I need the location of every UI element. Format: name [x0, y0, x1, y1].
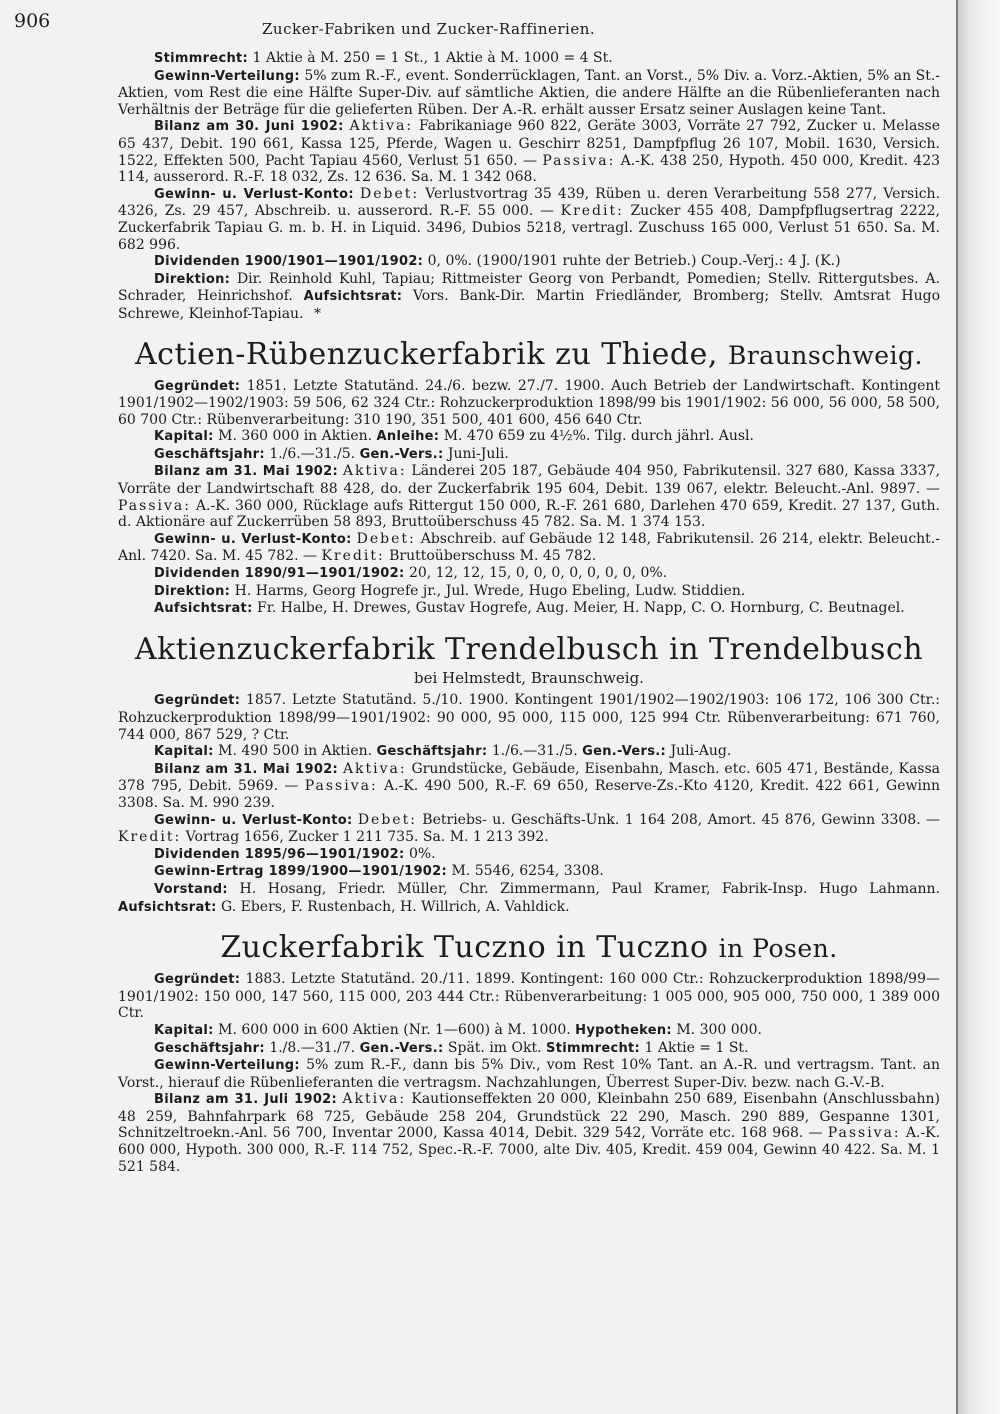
bilanz-passiva-text: A.-K. 360 000, Rücklage aufs Rittergut 150 000, R.-F. 261 680, Darlehen 470 659, Kredit. 27 137, Guth. d. Aktionäre auf Zuckerrüben 58 893, Bruttoüberschuss 45 782. Sa. M. 1 374 153.	[118, 497, 941, 531]
passiva-label: Passiva:	[827, 1125, 901, 1142]
direktion-label: Direktion:	[154, 271, 231, 287]
gegruendet-text: 1857. Letzte Statutänd. 5./10. 1900. Kontingent 1901/1902—1902/1903: 106 172, 106 300 Ctr.: Rohzuckerproduktion 1898/99—1901/1902: 90 000, 95 000, 115 000, 125 994 Ctr. Rübenverarbeitung: 671 760, 744 000, 867 529, ? Ctr.	[118, 692, 940, 743]
gewinn-ertrag-text: M. 5546, 6254, 3308.	[451, 863, 604, 880]
gegruendet-paragraph	[118, 971, 940, 1022]
company-subtitle: bei Helmstedt, Braunschweig.	[414, 668, 644, 687]
gewinn-verteilung-paragraph	[118, 1057, 940, 1091]
vorstand-label: Vorstand:	[154, 881, 228, 897]
debet-label: Debet:	[356, 530, 416, 547]
genvers-text: Juni-Juli.	[447, 445, 509, 462]
gewinn-ertrag-label: Gewinn-Ertrag 1899/1900—1901/1902:	[154, 864, 448, 880]
bilanz-label: Bilanz am 30. Juni 1902:	[154, 119, 344, 135]
guv-kredit-text: Zucker 455 408, Dampfpflugsertrag 2222, Zuckerfabrik Tapiau G. m. b. H. in Liquid. 3496, Dubios 5218, vertragl. Zuschuss 165 000, Verlust 51 650. Sa. M. 682 996.	[118, 203, 940, 253]
kapital-paragraph	[118, 1022, 940, 1040]
guv-kredit-text: Vortrag 1656, Zucker 1 211 735. Sa. M. 1 213 392.	[185, 829, 549, 846]
gegruendet-paragraph	[118, 692, 940, 743]
bilanz-label: Bilanz am 31. Mai 1902:	[154, 761, 339, 777]
gewinn-verteilung-label: Gewinn-Verteilung:	[154, 1058, 300, 1074]
kredit-label: Kredit:	[321, 548, 385, 565]
direktion-label: Direktion:	[154, 583, 231, 599]
anleihe-label: Anleihe:	[376, 429, 440, 445]
dividenden-label: Dividenden 1900/1901—1901/1902:	[154, 254, 424, 270]
gewinn-verteilung-paragraph	[118, 68, 940, 119]
hypotheken-text: M. 300 000.	[676, 1021, 762, 1038]
gegruendet-text: 1851. Letzte Statutänd. 24./6. bezw. 27./7. 1900. Auch Betrieb der Landwirtschaft. Kontingent 1901/1902—1902/1903: 59 506, 62 324 Ctr.: Rohzuckerproduktion 1898/99 bis 1901/1902: 56 000, 56 000, 58 500, 60 700 Ctr.: Rübenverarbeitung: 310 190, 351 500, 401 600, 456 640 Ctr.	[118, 377, 941, 428]
genvers-label: Gen.-Vers.:	[359, 446, 444, 462]
kredit-label: Kredit:	[118, 829, 182, 846]
aufsichtsrat-label: Aufsichtsrat:	[118, 899, 217, 915]
kapital-label: Kapital:	[154, 429, 214, 445]
dividenden-label: Dividenden 1895/96—1901/1902:	[154, 846, 405, 862]
genvers-label: Gen.-Vers.:	[359, 1040, 444, 1056]
bilanz-passiva-text: A.-K. 438 250, Hypoth. 450 000, Kredit. 423 114, ausserord. R.-F. 18 032, Zs. 12 636. Sa. M. 1 342 068.	[118, 152, 941, 186]
geschaeftsjahr-paragraph	[118, 446, 940, 464]
direktion-paragraph	[118, 583, 940, 601]
geschaeftsjahr-label: Geschäftsjahr:	[154, 1040, 265, 1056]
kapital-paragraph	[118, 428, 940, 446]
page-edge	[956, 0, 1000, 1414]
dividenden-label: Dividenden 1890/91—1901/1902:	[154, 566, 405, 582]
section-trendelbusch	[118, 632, 940, 916]
company-title-trendelbusch: Aktienzuckerfabrik Trendelbusch in Trendelbusch	[134, 631, 924, 667]
section-tuczno	[118, 930, 940, 1175]
company-location: Braunschweig.	[727, 340, 923, 370]
bilanz-aktiva-text: Kautionseffekten 20 000, Kleinbahn 250 689, Eisenbahn (Anschlussbahn) 48 259, Bahnfahrpark 68 725, Gebäude 258 204, Grundstück 22 290, Masch. 290 889, Gespanne 1301, Schnitzeltroekn.-Anl. 56 700, Inventar 2000, Kassa 4014, Debit. 329 542, Vorräte etc. 168 968. —	[118, 1091, 940, 1142]
geschaeftsjahr-label: Geschäftsjahr:	[154, 446, 265, 462]
geschaeftsjahr-paragraph	[118, 1040, 940, 1058]
stimmrecht-text: 1 Aktie = 1 St.	[644, 1039, 749, 1056]
passiva-label: Passiva:	[542, 152, 616, 169]
document-page	[14, 0, 941, 1414]
kapital-label: Kapital:	[154, 1022, 214, 1038]
guv-paragraph	[118, 531, 940, 565]
debet-label: Debet:	[357, 811, 417, 828]
aktiva-label: Aktiva:	[342, 463, 407, 480]
footnote-star: *	[313, 305, 321, 322]
bilanz-label: Bilanz am 31. Juli 1902:	[154, 1092, 338, 1108]
gegruendet-label: Gegründet:	[154, 378, 241, 394]
aktiva-label: Aktiva:	[342, 1091, 407, 1108]
bilanz-paragraph	[118, 761, 940, 812]
anleihe-text: M. 470 659 zu 4½%. Tilg. durch jährl. Ausl.	[443, 428, 754, 445]
bilanz-label: Bilanz am 31. Mai 1902:	[154, 464, 338, 480]
page-content	[118, 50, 940, 1175]
genvers-label: Gen.-Vers.:	[582, 744, 666, 760]
stimmrecht-paragraph	[118, 50, 940, 68]
guv-kredit-text: Bruttoüberschuss M. 45 782.	[389, 548, 597, 565]
vorstand-paragraph	[118, 881, 940, 916]
passiva-label: Passiva:	[304, 778, 378, 795]
vorstand-text: H. Hosang, Friedr. Müller, Chr. Zimmermann, Paul Kramer, Fabrik-Insp. Hugo Lahmann.	[239, 880, 940, 897]
aufsichtsrat-text: G. Ebers, F. Rustenbach, H. Willrich, A. Vahldick.	[221, 898, 570, 915]
direktion-text: H. Harms, Georg Hogrefe jr., Jul. Wrede, Hugo Ebeling, Ludw. Stiddien.	[234, 582, 746, 599]
genvers-text: Spät. im Okt.	[447, 1039, 542, 1056]
hypotheken-label: Hypotheken:	[575, 1022, 672, 1038]
bilanz-paragraph	[118, 118, 940, 185]
guv-debet-text: Verlustvortrag 35 439, Rüben u. deren Verarbeitung 558 277, Versich. 4326, Zs. 29 457, Abschreib. u. ausserord. R.-F. 55 000. —	[118, 185, 941, 220]
guv-label: Gewinn- u. Verlust-Konto:	[154, 531, 352, 547]
aufsichtsrat-label: Aufsichtsrat:	[154, 601, 253, 617]
guv-debet-text: Betriebs- u. Geschäfts-Unk. 1 164 208, Amort. 45 876, Gewinn 3308. —	[422, 811, 941, 828]
bilanz-paragraph	[118, 463, 940, 530]
bilanz-aktiva-text: Fabrikaniage 960 822, Geräte 3003, Vorräte 27 792, Zucker u. Melasse 65 437, Debit. 190 661, Kassa 125, Pferde, Wagen u. Geschirr 8251, Dampfpflug 26 107, Mobil. 1630, Versich. 1522, Effekten 500, Pacht Tapiau 4560, Verlust 51 650. —	[118, 118, 941, 169]
geschaeftsjahr-text: 1./8.—31./7.	[269, 1039, 356, 1056]
passiva-label: Passiva:	[118, 497, 191, 514]
kapital-text: M. 490 500 in Aktien.	[218, 743, 373, 760]
bilanz-aktiva-text: Länderei 205 187, Gebäude 404 950, Fabrikutensil. 327 680, Kassa 3337, Vorräte der Landwirtschaft 88 428, do. der Zuckerfabrik 195 604, Debit. 139 067, elektr. Beleucht.-Anl. 9897. —	[118, 463, 941, 498]
genvers-text: Juli-Aug.	[670, 743, 732, 760]
gewinn-ertrag-paragraph	[118, 863, 940, 881]
direktion-text: Dir. Reinhold Kuhl, Tapiau; Rittmeister Georg von Perbandt, Pomedien; Stellv. Rittergutsbes. A. Schrader, Heinrichshof.	[118, 270, 940, 305]
kapital-label: Kapital:	[154, 744, 214, 760]
company-title-thiede	[118, 337, 940, 374]
gewinn-verteilung-text: 5% zum R.-F., event. Sonderrücklagen, Tant. an Vorst., 5% Div. a. Vorz.-Aktien, 5% an St.-Aktien, vom Rest die eine Hälfte Super-Div. auf sämtliche Aktien, die andere Hälfte an die Rübenlieferanten nach Verhältnis der Beträge für die gelieferten Rüben. Der A.-R. erhält ausser Ersatz seiner Auslagen keine Tant.	[118, 67, 940, 118]
gegruendet-paragraph	[118, 378, 940, 429]
dividenden-paragraph	[118, 565, 940, 583]
company-location: in Posen.	[718, 934, 838, 964]
section-thiede	[118, 337, 940, 618]
dividenden-text: 0, 0%. (1900/1901 ruhte der Betrieb.) Coup.-Verj.: 4 J. (K.)	[427, 253, 841, 270]
page-header	[14, 8, 914, 38]
stimmrecht-label: Stimmrecht:	[154, 51, 249, 66]
aufsichtsrat-label: Aufsichtsrat:	[303, 289, 403, 305]
section-tapiau	[118, 50, 940, 323]
bilanz-paragraph	[118, 1091, 940, 1175]
bilanz-passiva-text: A.-K. 600 000, Hypoth. 300 000, R.-F. 114 752, Spec.-R.-F. 7000, alte Div. 405, Kredit. 459 004, Gewinn 40 422. Sa. M. 1 521 584.	[118, 1125, 941, 1175]
company-name: Zuckerfabrik Tuczno in Tuczno	[220, 930, 709, 966]
aufsichtsrat-paragraph	[118, 600, 940, 618]
guv-label: Gewinn- u. Verlust-Konto:	[154, 186, 354, 202]
dividenden-text: 0%.	[408, 845, 436, 862]
guv-label: Gewinn- u. Verlust-Konto:	[154, 812, 353, 828]
direktion-paragraph	[118, 271, 940, 323]
running-title: Zucker-Fabriken und Zucker-Raffinerien.	[262, 20, 596, 38]
aufsichtsrat-text: Vors. Bank-Dir. Martin Friedländer, Bromberg; Stellv. Amtsrat Hugo Schrewe, Kleinhof-Tapiau.	[118, 288, 941, 322]
dividenden-paragraph	[118, 253, 940, 271]
aktiva-label: Aktiva:	[342, 760, 407, 777]
kredit-label: Kredit:	[560, 203, 624, 220]
gewinn-verteilung-text: 5% zum R.-F., dann bis 5% Div., vom Rest 10% Tant. an A.-R. und vertragsm. Tant. an Vorst., hierauf die Rübenlieferanten die vertragsm. Nachzahlungen, Überrest Super-Div. bezw. nach G.-V.-B.	[118, 1057, 940, 1091]
kapital-paragraph	[118, 743, 940, 761]
geschaeftsjahr-text: 1./6.—31./5.	[491, 743, 578, 760]
guv-paragraph	[118, 186, 940, 253]
geschaeftsjahr-label: Geschäftsjahr:	[376, 744, 488, 760]
bilanz-passiva-text: A.-K. 490 500, R.-F. 69 650, Reserve-Zs.-Kto 4120, Kredit. 422 661, Gewinn 3308. Sa. M. 990 239.	[118, 778, 940, 811]
company-title-tuczno	[118, 930, 940, 967]
dividenden-text: 20, 12, 12, 15, 0, 0, 0, 0, 0, 0, 0, 0%.	[408, 565, 668, 582]
company-name: Actien-Rübenzuckerfabrik zu Thiede,	[135, 336, 718, 372]
stimmrecht-label: Stimmrecht:	[546, 1040, 641, 1056]
gegruendet-label: Gegründet:	[154, 972, 241, 988]
gewinn-verteilung-label: Gewinn-Verteilung:	[154, 68, 300, 84]
geschaeftsjahr-text: 1./6.—31./5.	[269, 445, 356, 462]
guv-paragraph	[118, 812, 940, 846]
kapital-text: M. 360 000 in Aktien.	[218, 428, 373, 445]
stimmrecht-text: 1 Aktie à M. 250 = 1 St., 1 Aktie à M. 1000 = 4 St.	[252, 50, 613, 66]
guv-debet-text: Abschreib. auf Gebäude 12 148, Fabrikutensil. 26 214, elektr. Beleucht.-Anl. 7420. Sa. M. 45 782. —	[118, 530, 940, 565]
debet-label: Debet:	[359, 185, 420, 202]
bilanz-aktiva-text: Grundstücke, Gebäude, Eisenbahn, Masch. etc. 605 471, Bestände, Kassa 378 795, Debit. 5969. —	[118, 760, 941, 795]
aktiva-label: Aktiva:	[349, 118, 414, 135]
aufsichtsrat-text: Fr. Halbe, H. Drewes, Gustav Hogrefe, Aug. Meier, H. Napp, C. O. Hornburg, C. Beutnagel.	[257, 600, 905, 617]
gegruendet-label: Gegründet:	[154, 693, 241, 709]
kapital-text: M. 600 000 in 600 Aktien (Nr. 1—600) à M. 1000.	[218, 1021, 571, 1038]
page-number: 906	[14, 10, 51, 32]
dividenden-paragraph	[118, 846, 940, 864]
gegruendet-text: 1883. Letzte Statutänd. 20./11. 1899. Kontingent: 160 000 Ctr.: Rohzuckerproduktion 1898/99—1901/1902: 150 000, 147 560, 115 000, 203 444 Ctr.: Rübenverarbeitung: 1 005 000, 905 000, 750 000, 1 389 000 Ctr.	[118, 971, 940, 1022]
